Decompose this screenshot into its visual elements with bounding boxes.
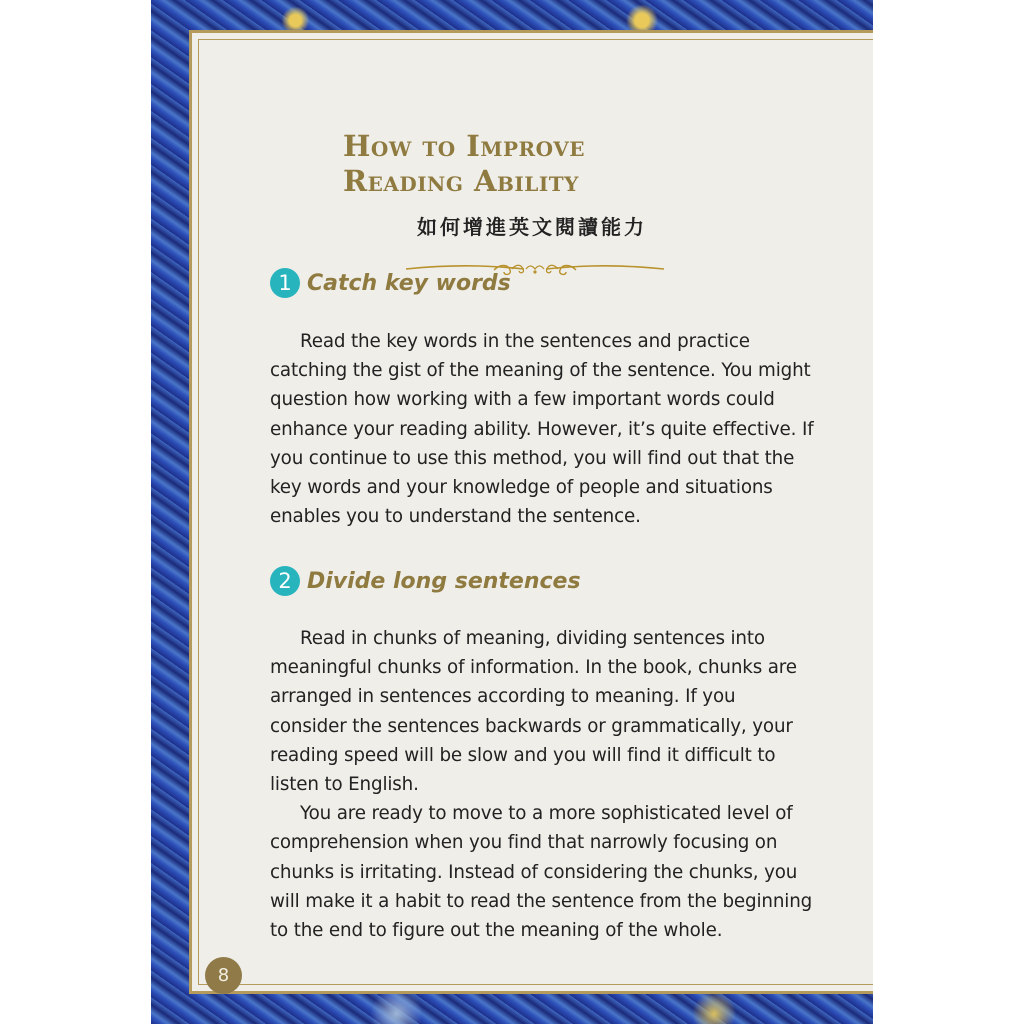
chinese-subtitle: 如何增進英文閱讀能力 (417, 215, 647, 239)
book-page (151, 0, 873, 1024)
section-2-number-badge: 2 (270, 566, 300, 596)
section-1-number-badge: 1 (270, 268, 300, 298)
section-2-paragraph-2: You are ready to move to a more sophisticated level of comprehension when you find that narrowly focusing on chunks is irritating. Instead of considering the chunks, you will make it a habit to read the sentence from the beginning to the end to figure out the meaning of the whole. (270, 803, 813, 942)
section-1-paragraph-1: Read the key words in the sentences and practice catching the gist of the meaning of the sentence. You might question how working with a few important words could enhance your reading ability. However, it’s quite effective. If you continue to use this method, you will find out that the key words and your knowledge of people and situations enables you to understand the sentence. (270, 331, 814, 528)
section-1-title: Catch key words (307, 270, 511, 296)
content-panel (189, 30, 873, 994)
page-title (343, 129, 743, 199)
section-2-paragraph-1: Read in chunks of meaning, dividing sentences into meaningful chunks of information. In the book, chunks are arranged in sentences according to meaning. If you consider the sentences backwards or grammatically, your reading speed will be slow and you will find it difficult to listen to English. (270, 628, 797, 796)
page-number-badge: 8 (205, 957, 242, 994)
title-line-2: Reading Ability (343, 164, 579, 198)
section-1-heading (270, 266, 511, 300)
section-2-body (270, 624, 815, 945)
section-1-body (270, 327, 815, 531)
section-2-title: Divide long sentences (307, 568, 581, 594)
title-line-1: How to Improve (343, 129, 585, 163)
section-2-heading (270, 564, 581, 598)
